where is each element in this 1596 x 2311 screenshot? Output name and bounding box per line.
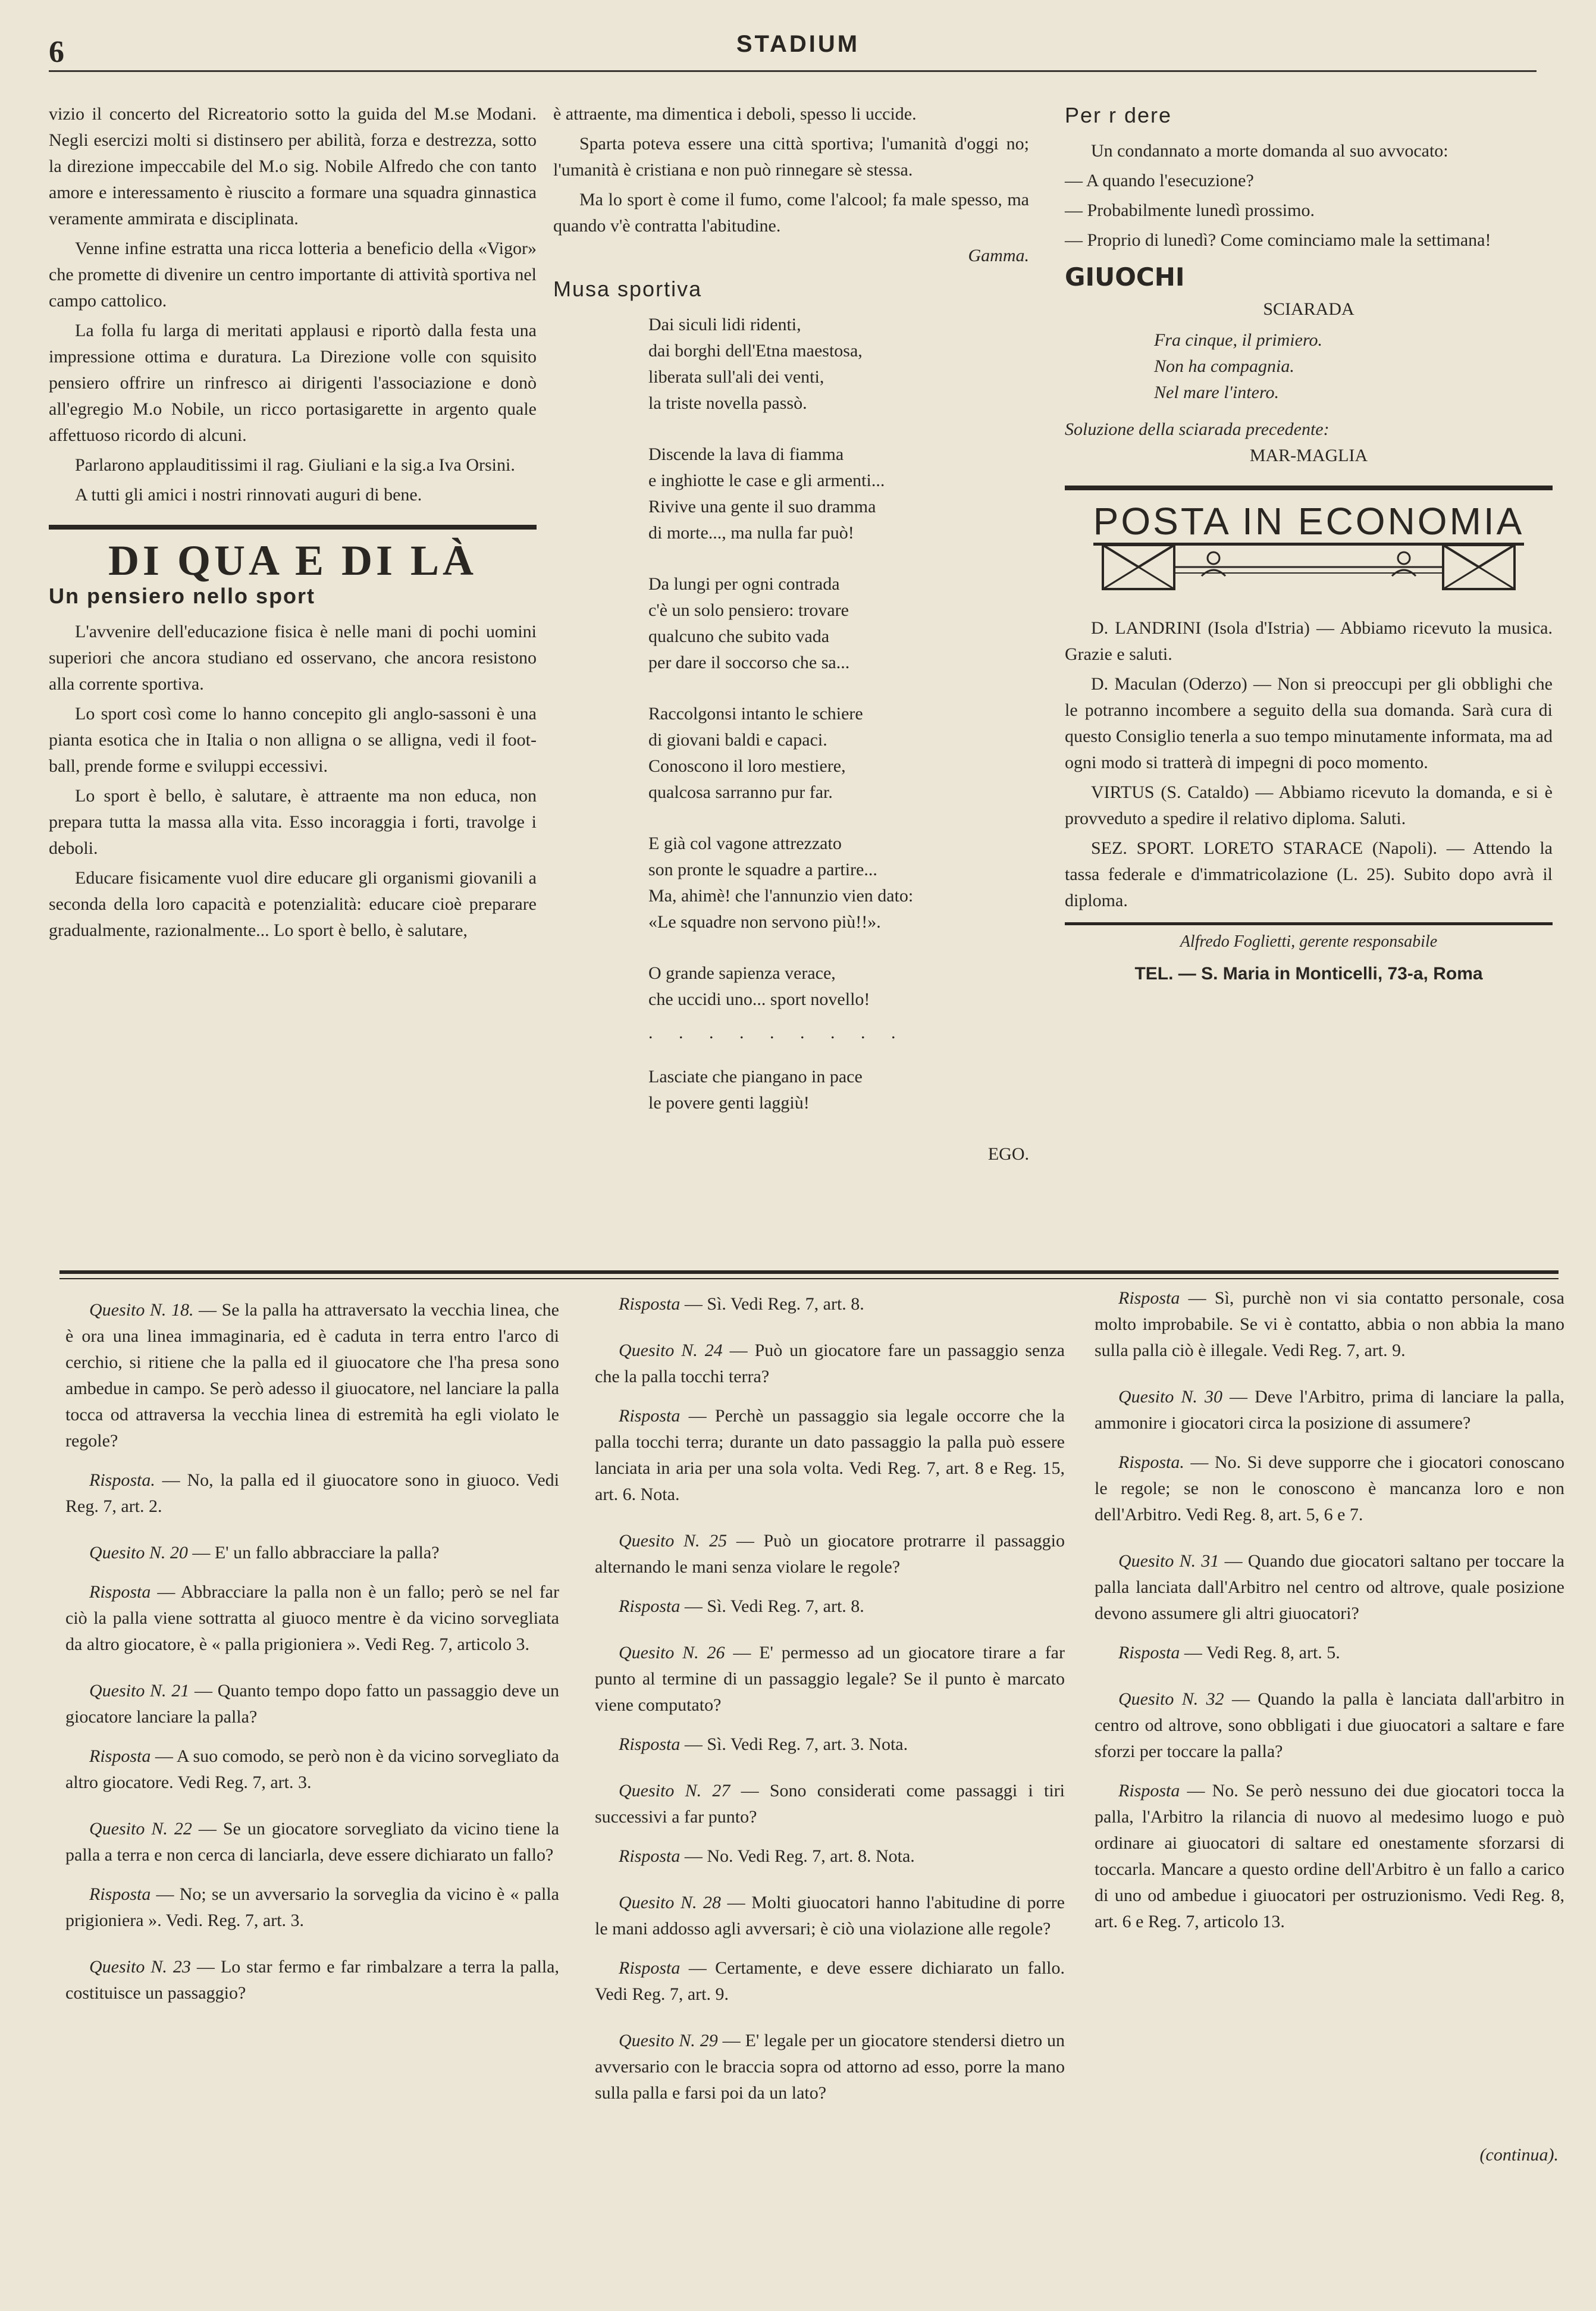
answer-label: Risposta	[619, 1596, 681, 1616]
poem-line: Dai siculi lidi ridenti,	[648, 315, 801, 334]
qa-text: — Vedi Reg. 8, art. 5.	[1180, 1643, 1340, 1662]
middle-rule-thin	[59, 1278, 1559, 1279]
answer-label: Risposta	[89, 1884, 151, 1904]
question	[595, 1640, 1065, 1718]
poem-stanza	[648, 441, 1029, 546]
qa-text: — No. Si deve supporre che i giocatori conoscano le regole; se non le conoscono è mancanza loro e non dell'Arbitro. Vedi Reg. 8, art. 5, 6 e 7.	[1095, 1452, 1564, 1524]
column-2	[553, 101, 1029, 1167]
answer	[595, 1843, 1065, 1870]
qa-column-1	[65, 1297, 559, 2019]
article-body	[49, 619, 537, 944]
paragraph: Lo sport è bello, è salutare, è attraente ma non educa, non prepara tutta la massa alla vita. Esso incoraggia i forti, travolge i deboli.	[49, 786, 537, 858]
qa-text: — E' legale per un giocatore stendersi dietro un avversario con le braccia sopra od attorno ad esso, porre la mano sulla palla e farsi poi da un lato?	[595, 2031, 1065, 2103]
question-label: Quesito N. 21	[89, 1681, 190, 1701]
question	[595, 1338, 1065, 1390]
sciarada-line: Non ha compagnia.	[1154, 356, 1294, 376]
continua-label: (continua).	[1479, 2145, 1559, 2165]
answer-label: Risposta	[619, 1406, 681, 1426]
qa-text: — Abbracciare la palla non è un fallo; però se nel far ciò la palla viene sottratta al giuoco mentre è da vicino sorvegliata da altro giocatore, è « palla prigioniera ». Vedi Reg. 7, articolo 3.	[65, 1582, 559, 1654]
answer-label: Risposta.	[89, 1470, 155, 1490]
answer-label: Risposta	[1118, 1643, 1180, 1662]
posta-title	[1065, 500, 1553, 543]
poem-stanza	[648, 1064, 1029, 1116]
joke-line: — A quando l'esecuzione?	[1065, 171, 1254, 190]
paragraph: vizio il concerto del Ricreatorio sotto la guida del M.se Modani. Negli esercizi molti si distinsero per abilità, forza e destrezza, sotto la direzione impeccabile del M.o sig. Nobile Alfredo che con tanto amore e interessamento è riuscito a formare una squadra ginnastica veramente ammirata e disciplinata.	[49, 104, 537, 228]
answer-label: Risposta.	[1118, 1452, 1184, 1472]
envelope-banner-icon	[1100, 540, 1517, 594]
column-3	[1065, 95, 1553, 987]
poem-line: di giovani baldi e capaci.	[648, 730, 827, 750]
question-label: Quesito N. 23	[89, 1957, 191, 1977]
poem-line: di morte..., ma nulla far può!	[648, 523, 854, 543]
poem-line: per dare il soccorso che sa...	[648, 653, 850, 672]
question-label: Quesito N. 24	[619, 1341, 723, 1360]
question	[1095, 1548, 1564, 1627]
answer	[595, 1731, 1065, 1758]
paragraph: La folla fu larga di meritati applausi e riportò dalla festa una impressione ottima e duratura. La Direzione volle con squisito pensiero offrire un rinfresco ai dirigenti l'associazione e donò all'egregio M.o Nobile, un ricco portasigarette in argento quale affettuoso ricordo di alcuni.	[49, 321, 537, 445]
poem-line: e inghiotte le case e gli armenti...	[648, 471, 885, 490]
soluzione-value: MAR-MAGLIA	[1249, 446, 1368, 465]
answer-label: Risposta	[1118, 1288, 1180, 1308]
qa-text: — Certamente, e deve essere dichiarato un fallo. Vedi Reg. 7, art. 9.	[595, 1958, 1065, 2004]
question-label: Quesito N. 18.	[89, 1300, 194, 1320]
paragraph: Sparta poteva essere una città sportiva; l'umanità d'oggi no; l'umanità è cristiana e non può rinnegare sè stessa.	[553, 134, 1029, 180]
answer-label: Risposta	[89, 1746, 151, 1766]
poem-line: le povere genti laggiù!	[648, 1093, 810, 1113]
poem-line: qualcosa sarranno pur far.	[648, 782, 833, 802]
answer	[65, 1743, 559, 1796]
perdere-joke	[1065, 138, 1553, 253]
question	[65, 1816, 559, 1868]
answer-label: Risposta	[619, 1958, 681, 1978]
question	[595, 1778, 1065, 1830]
answer	[1095, 1449, 1564, 1528]
page-number: 6	[49, 35, 64, 69]
joke-line: Un condannato a morte domanda al suo avvocato:	[1091, 141, 1448, 161]
question-label: Quesito N. 29	[619, 2031, 718, 2050]
question-label: Quesito N. 31	[1118, 1551, 1219, 1571]
joke-line: — Proprio di lunedì? Come cominciamo male la settimana!	[1065, 230, 1491, 250]
poem-stanza	[648, 701, 1029, 806]
telephone-line: TEL. — S. Maria in Monticelli, 73-a, Roma	[1134, 964, 1483, 984]
qa-text: — Sì, purchè non vi sia contatto personale, cosa molto improbabile. Se vi è contatto, abbia o non abbia la mano sulla palla ciò è illegale. Vedi Reg. 7, art. 9.	[1095, 1288, 1564, 1360]
middle-rule-thick	[59, 1270, 1559, 1274]
qa-text: — E' permesso ad un giocatore tirare a far punto al termine di un passaggio legale? Se il punto è marcato viene computato?	[595, 1643, 1065, 1715]
paragraph: è attraente, ma dimentica i deboli, spesso li uccide.	[553, 104, 917, 124]
question	[65, 1678, 559, 1730]
poem-line: O grande sapienza verace,	[648, 963, 836, 983]
posta-divider	[1065, 486, 1553, 490]
sciarada-lines	[1065, 327, 1553, 406]
article-title: Un pensiero nello sport	[49, 584, 316, 608]
answer	[595, 1403, 1065, 1508]
question	[65, 1954, 559, 2006]
question	[595, 2028, 1065, 2106]
qa-text: — Quando la palla è lanciata dall'arbitro in centro od altrove, sono obbligati i due giuocatori a saltare e fare sforzi per toccare la palla?	[1095, 1689, 1564, 1761]
question-label: Quesito N. 27	[619, 1781, 730, 1800]
poem-line: c'è un solo pensiero: trovare	[648, 600, 849, 620]
qa-text: — Sì. Vedi Reg. 7, art. 8.	[680, 1294, 864, 1314]
answer-label: Risposta	[1118, 1781, 1180, 1800]
qa-text: — Sono considerati come passaggi i tiri successivi a far punto?	[595, 1781, 1065, 1827]
poem-line: Ma, ahimè! che l'annunzio vien dato:	[648, 886, 914, 906]
qa-text: — Lo star fermo e far rimbalzare a terra la palla, costituisce un passaggio?	[65, 1957, 559, 2003]
answer	[1095, 1285, 1564, 1364]
section-divider	[49, 525, 537, 530]
posta-title-text: POSTA IN ECONOMIA	[1093, 500, 1525, 546]
qa-text: — Sì. Vedi Reg. 7, art. 8.	[680, 1596, 864, 1616]
posta-reply: VIRTUS (S. Cataldo) — Abbiamo ricevuto la domanda, e si è provveduto a spedire il relativo diploma. Saluti.	[1065, 782, 1553, 828]
qa-text: — No; se un avversario la sorveglia da vicino è « palla prigioniera ». Vedi. Reg. 7, art. 3.	[65, 1884, 559, 1930]
qa-text: — Può un giocatore protrarre il passaggio alternando le mani senza violare le regole?	[595, 1531, 1065, 1577]
paragraph: Ma lo sport è come il fumo, come l'alcool; fa male spesso, ma quando v'è contratta l'abitudine.	[553, 190, 1029, 236]
answer	[595, 1291, 1065, 1317]
question-label: Quesito N. 22	[89, 1819, 192, 1839]
giuochi-title: GIUOCHI	[1065, 262, 1185, 292]
masthead-title: STADIUM	[736, 31, 860, 57]
poem-line: Rivive una gente il suo dramma	[648, 497, 876, 516]
poem-line: «Le squadre non servono più!!».	[648, 912, 881, 932]
question-label: Quesito N. 30	[1118, 1387, 1222, 1407]
signature-gamma: Gamma.	[968, 246, 1029, 265]
poem-line: Lasciate che piangano in pace	[648, 1067, 863, 1086]
qa-text: — Può un giocatore fare un passaggio senza che la palla tocchi terra?	[595, 1341, 1065, 1386]
signature-ego: EGO.	[987, 1144, 1029, 1164]
sciarada-line: Fra cinque, il primiero.	[1154, 330, 1323, 350]
column-1	[49, 101, 537, 947]
posta-reply: D. LANDRINI (Isola d'Istria) — Abbiamo ricevuto la musica. Grazie e saluti.	[1065, 618, 1553, 664]
posta-replies	[1065, 615, 1553, 914]
qa-text: — Molti giuocatori hanno l'abitudine di porre le mani addosso agli avversari; è ciò una violazione alle regole?	[595, 1893, 1065, 1939]
answer	[1095, 1640, 1564, 1666]
answer	[65, 1881, 559, 1934]
posta-reply: SEZ. SPORT. LORETO STARACE (Napoli). — Attendo la tassa federale e d'immatricolazione (L. 25). Subito dopo avrà il diploma.	[1065, 838, 1553, 910]
question	[595, 1890, 1065, 1942]
ricreatorio-article	[49, 101, 537, 508]
poem-line: la triste novella passò.	[648, 393, 807, 413]
poem-line: Raccolgonsi intanto le schiere	[648, 704, 863, 724]
question-label: Quesito N. 25	[619, 1531, 728, 1551]
gerente-line: Alfredo Foglietti, gerente responsabile	[1065, 922, 1553, 955]
poem-line: E già col vagone attrezzato	[648, 834, 842, 853]
paragraph: Venne infine estratta una ricca lotteria a beneficio della «Vigor» che promette di divenire un centro importante di attività sportiva nel campo cattolico.	[49, 239, 537, 311]
question-label: Quesito N. 32	[1118, 1689, 1224, 1709]
answer	[595, 1955, 1065, 2008]
question	[65, 1297, 559, 1454]
poem-body	[553, 312, 1029, 1116]
soluzione-label: Soluzione della sciarada precedente:	[1065, 419, 1330, 439]
poem-line: Da lungi per ogni contrada	[648, 574, 840, 594]
qa-text: — No. Vedi Reg. 7, art. 8. Nota.	[680, 1846, 915, 1866]
posta-reply: D. Maculan (Oderzo) — Non si preoccupi per gli obblighi che le potranno incombere a seguito della sua domanda. Sarà cura di questo Consiglio tenerla a suo tempo minutamente informata, ma ad ogni modo si tratterà di impegni di poco momento.	[1065, 674, 1553, 772]
section-title: DI QUA E DI LÀ	[108, 537, 478, 584]
paragraph: Educare fisicamente vuol dire educare gli organismi giovanili a seconda della loro capacità e potenzialità: educare cioè preparare gradualmente, razionalmente... Lo sport è bello, è salutare,	[49, 868, 537, 940]
question-label: Quesito N. 20	[89, 1543, 188, 1562]
masthead-rule	[49, 70, 1537, 72]
answer	[65, 1579, 559, 1658]
qa-text: — Quando due giocatori saltano per toccare la palla lanciata dall'Arbitro nel centro od altrove, quale posizione devono assumere gli altri giuocatori?	[1095, 1551, 1564, 1623]
poem-stanza	[648, 571, 1029, 676]
poem-line: son pronte le squadre a partire...	[648, 860, 877, 879]
perdere-title: Per r dere	[1065, 103, 1172, 127]
question	[595, 1528, 1065, 1580]
poem-line: liberata sull'ali dei venti,	[648, 367, 824, 387]
paragraph: Lo sport così come lo hanno concepito gli anglo-sassoni è una pianta esotica che in Italia o non alligna o se alligna, vedi il foot-ball, prende forme e sviluppi eccessivi.	[49, 704, 537, 776]
poem-stanza	[648, 312, 1029, 417]
answer	[595, 1593, 1065, 1620]
poem-line: Conoscono il loro mestiere,	[648, 756, 846, 776]
question	[1095, 1686, 1564, 1765]
poem-title: Musa sportiva	[553, 277, 703, 301]
sciarada-line: Nel mare l'intero.	[1154, 383, 1279, 402]
poem-line: qualcuno che subito vada	[648, 627, 830, 646]
paragraph: L'avvenire dell'educazione fisica è nelle mani di pochi uomini superiori che ancora studiano ed osservano, che ancora resistono alla corrente sportiva.	[49, 622, 537, 694]
qa-text: — Se la palla ha attraversato la vecchia linea, che è ora una linea immaginaria, ed è caduta in terra entro l'arco di cerchio, si ritiene che la palla ed il giuocatore che l'ha presa sono ambedue in campo. Se però adesso il giuocatore, nel lanciare la palla tocca od attraversa la vecchia linea di estremità ha egli violato le regole?	[65, 1300, 559, 1451]
question-label: Quesito N. 26	[619, 1643, 725, 1662]
qa-text: — Perchè un passaggio sia legale occorre che la palla tocchi terra; durante un dato passaggio la palla può essere lanciata in aria per una sola volta. Vedi Reg. 7, art. 8 e Reg. 15, art. 6. Nota.	[595, 1406, 1065, 1504]
answer-label: Risposta	[619, 1846, 681, 1866]
qa-column-3	[1095, 1285, 1564, 1955]
qa-text: — A suo comodo, se però non è da vicino sorvegliato da altro giocatore. Vedi Reg. 7, art. 3.	[65, 1746, 559, 1792]
qa-column-2	[595, 1291, 1065, 2119]
poem-line: Discende la lava di fiamma	[648, 444, 844, 464]
poem-dots: . . . . . . . . .	[648, 1023, 907, 1042]
qa-text: — No. Se però nessuno dei due giocatori tocca la palla, l'Arbitro la rilancia di nuovo al medesimo luogo e può ordinare ai giuocatori di saltare ed onestamente sforzarsi di toccarla. Mancare a questo ordine dell'Arbitro è un fallo a carico di uno od ambedue i giuocatori per ostruzionismo. Vedi Reg. 8, art. 6 e Reg. 7, articolo 13.	[1095, 1781, 1564, 1931]
answer-label: Risposta	[619, 1734, 681, 1754]
answer	[65, 1467, 559, 1520]
question	[65, 1540, 559, 1566]
poem-stanza	[648, 831, 1029, 935]
answer-label: Risposta	[619, 1294, 681, 1314]
question-label: Quesito N. 28	[619, 1893, 722, 1912]
poem-line: dai borghi dell'Etna maestosa,	[648, 341, 863, 361]
sciarada-title: SCIARADA	[1263, 299, 1354, 319]
paragraph: A tutti gli amici i nostri rinnovati auguri di bene.	[75, 485, 422, 505]
qa-text: — Se un giocatore sorvegliato da vicino tiene la palla a terra e non cerca di lanciarla, deve essere dichiarato un fallo?	[65, 1819, 559, 1865]
joke-line: — Probabilmente lunedì prossimo.	[1065, 201, 1315, 220]
qa-text: — Quanto tempo dopo fatto un passaggio deve un giocatore lanciare la palla?	[65, 1681, 559, 1727]
poem-line: che uccidi uno... sport novello!	[648, 989, 870, 1009]
answer-label: Risposta	[89, 1582, 151, 1602]
qa-text: — Deve l'Arbitro, prima di lanciare la palla, ammonire i giocatori circa la posizione di assumere?	[1095, 1387, 1564, 1433]
paragraph: Parlarono applauditissimi il rag. Giuliani e la sig.a Iva Orsini.	[75, 455, 515, 475]
poem-stanza	[648, 960, 1029, 1013]
qa-text: — Sì. Vedi Reg. 7, art. 3. Nota.	[680, 1734, 908, 1754]
article-continuation	[553, 101, 1029, 239]
qa-text: — E' un fallo abbracciare la palla?	[187, 1543, 440, 1562]
question	[1095, 1384, 1564, 1436]
answer	[1095, 1778, 1564, 1935]
qa-text: — No, la palla ed il giuocatore sono in giuoco. Vedi Reg. 7, art. 2.	[65, 1470, 559, 1516]
